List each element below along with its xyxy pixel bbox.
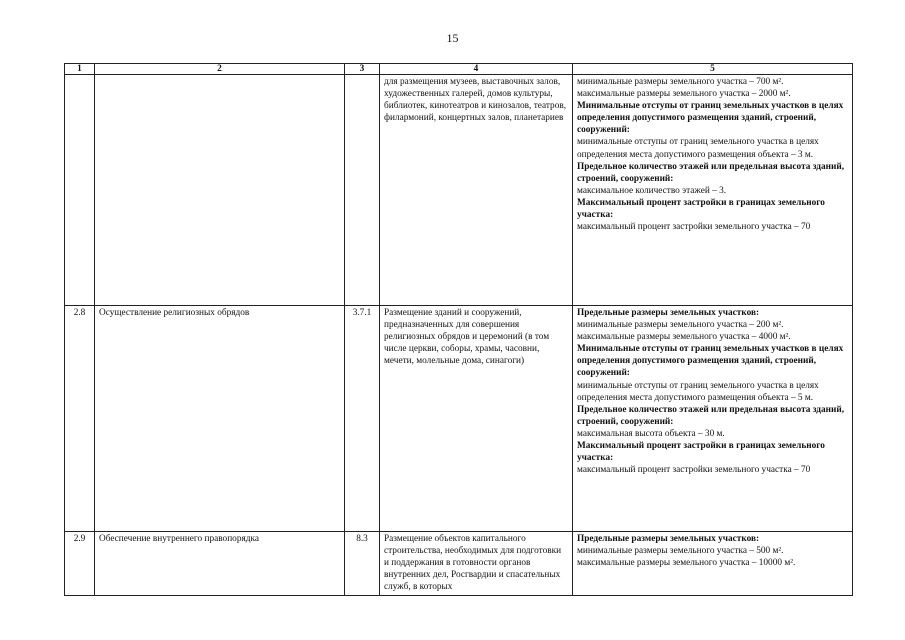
param-line: максимальная высота объекта – 30 м. <box>577 428 725 439</box>
row-use-name <box>95 75 345 306</box>
param-heading: Максимальный процент застройки в границах земельного участка: <box>577 441 825 464</box>
header-cell-3: 3 <box>345 64 380 75</box>
header-cell-2: 2 <box>95 64 345 75</box>
regulations-table <box>64 63 853 596</box>
row-number: 2.8 <box>65 306 95 532</box>
row-parameters <box>573 306 853 532</box>
param-line: максимальное количество этажей – 3. <box>577 185 727 196</box>
page-number: 15 <box>446 31 459 45</box>
param-line: максимальные размеры земельного участка – 4000 м². <box>577 332 791 343</box>
header-cell-4: 4 <box>380 64 573 75</box>
row-number <box>65 75 95 306</box>
table-row <box>65 532 853 596</box>
header-cell-5: 5 <box>573 64 853 75</box>
table-row <box>65 306 853 532</box>
param-line: максимальный процент застройки земельного участка – 70 <box>577 465 811 476</box>
row-number: 2.9 <box>65 532 95 596</box>
param-heading: Предельные размеры земельных участков: <box>577 534 760 544</box>
table-row <box>65 75 853 306</box>
param-line: максимальные размеры земельного участка – 2000 м². <box>577 89 791 100</box>
param-heading: Минимальные отступы от границ земельных участков в целях определения допустимого размещения зданий, строений, сооружений: <box>577 344 844 379</box>
row-parameters <box>573 532 853 596</box>
row-code <box>345 75 380 306</box>
param-heading: Предельное количество этажей или предельная высота зданий, строений, сооружений: <box>577 161 845 184</box>
header-row <box>65 64 853 75</box>
param-line: максимальный процент застройки земельного участка – 70 <box>577 222 811 233</box>
param-line: минимальные отступы от границ земельного участка в целях определения места допустимого размещения объекта – 3 м. <box>577 137 819 160</box>
param-line: максимальные размеры земельного участка – 10000 м². <box>577 558 796 569</box>
row-description: Размещение объектов капитального строительства, необходимых для подготовки и поддержания в готовности органов внутренних дел, Росгвардии и спасательных служб, в которых <box>380 532 573 596</box>
row-code: 8.3 <box>345 532 380 596</box>
param-line: минимальные размеры земельного участка – 500 м². <box>577 546 784 557</box>
param-line: минимальные отступы от границ земельного участка в целях определения места допустимого размещения объекта – 5 м. <box>577 380 819 403</box>
param-heading: Предельные размеры земельных участков: <box>577 308 760 318</box>
param-heading: Минимальные отступы от границ земельных участков в целях определения допустимого размещения зданий, строений, сооружений: <box>577 101 844 136</box>
row-description: для размещения музеев, выставочных залов, художественных галерей, домов культуры, библиотек, кинотеатров и кинозалов, театров, филармоний, концертных залов, планетариев <box>380 75 573 306</box>
param-line: минимальные размеры земельного участка – 200 м². <box>577 320 784 331</box>
header-cell-1: 1 <box>65 64 95 75</box>
row-parameters <box>573 75 853 306</box>
row-description: Размещение зданий и сооружений, предназначенных для совершения религиозных обрядов и церемоний (в том числе церкви, соборы, храмы, часовни, мечети, молельные дома, синагоги) <box>380 306 573 532</box>
row-code: 3.7.1 <box>345 306 380 532</box>
row-use-name: Обеспечение внутреннего правопорядка <box>95 532 345 596</box>
row-use-name: Осуществление религиозных обрядов <box>95 306 345 532</box>
param-heading: Предельное количество этажей или предельная высота зданий, строений, сооружений: <box>577 404 845 427</box>
param-line: минимальные размеры земельного участка – 700 м². <box>577 77 784 87</box>
param-heading: Максимальный процент застройки в границах земельного участка: <box>577 197 825 221</box>
